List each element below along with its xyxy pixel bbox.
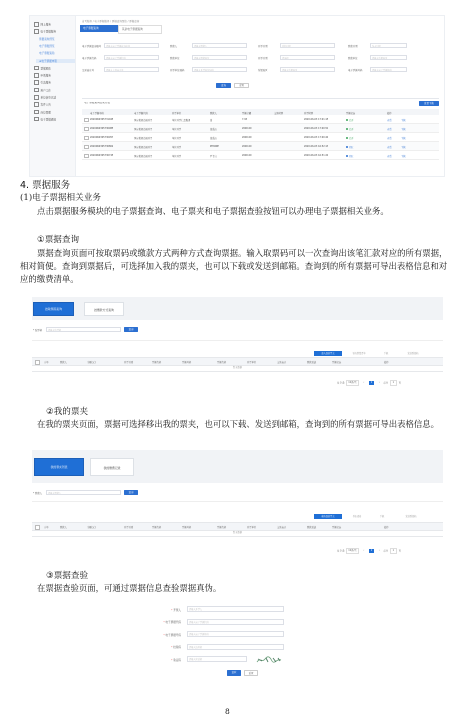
item3-title: ③票据查验 xyxy=(46,571,89,581)
download-tab[interactable]: 下载 xyxy=(383,352,389,355)
next-page-icon[interactable]: › xyxy=(378,549,380,552)
status-badge: 已开 xyxy=(346,118,354,122)
required-mark: * xyxy=(171,658,174,662)
status-badge: 冲红 xyxy=(346,145,354,149)
goto-page-input[interactable]: 1 xyxy=(390,380,397,386)
column-header: 序号 xyxy=(44,361,49,364)
form-field-label: 开票日期 xyxy=(258,45,268,48)
tab-query-by-code[interactable]: 按取票码查询 xyxy=(33,302,74,316)
column-header: 电子票据代码 xyxy=(134,111,148,115)
menu-icon xyxy=(34,73,39,78)
sidebar-item[interactable] xyxy=(34,29,56,33)
no-data-text: 暂无数据 xyxy=(32,364,443,372)
column-header: 序号 xyxy=(44,526,49,529)
total-count: 共 0 条 xyxy=(337,381,345,385)
download-link[interactable]: 下载 xyxy=(401,127,406,131)
form-field-label: 缴款单位 xyxy=(348,57,358,60)
folder-tab-bar xyxy=(32,450,443,483)
sidebar-item[interactable] xyxy=(34,73,51,77)
row-checkbox[interactable] xyxy=(84,136,89,141)
page-size-select[interactable]: 10条/页 xyxy=(348,549,357,552)
remove-from-folder-tab[interactable]: 移出我的票夹 xyxy=(314,514,342,519)
table-row xyxy=(82,151,439,160)
table-cell: 2020-06-03 17:01:15 xyxy=(304,117,329,121)
field-label-text: 电子票据号码 xyxy=(165,633,181,637)
form-field-label: 电子票据代码 xyxy=(82,57,97,60)
column-header: 票据状态 xyxy=(332,526,342,529)
status-badge: 已开 xyxy=(346,127,354,131)
column-header: 开票时间 xyxy=(304,111,314,115)
table-cell: 2020060305730745 xyxy=(90,153,114,157)
sidebar-item[interactable] xyxy=(36,59,75,63)
table-cell: 2020060305730957 xyxy=(90,135,114,139)
list-title: 电子票据查询结果列表 xyxy=(84,102,110,104)
sidebar-item-label: 申领服务 xyxy=(40,74,51,78)
field-label: * 取票码 xyxy=(33,329,43,332)
search-button[interactable]: 查询 xyxy=(124,327,138,333)
column-header: 交易流水 xyxy=(277,526,287,529)
field-label xyxy=(145,658,181,662)
status-badge: 已开 xyxy=(346,136,354,140)
verify-input[interactable]: 请输入电子票据代码 xyxy=(187,619,284,625)
sidebar-item-label: 电子票据服务 xyxy=(40,30,57,34)
verify-input[interactable]: 请输入电子票据号码 xyxy=(187,631,284,637)
tab-other-ebill-query[interactable]: 其余电子票据查询 xyxy=(118,25,162,34)
export-table-tab[interactable]: 导出表格 xyxy=(352,515,362,518)
form-field-input[interactable]: 请输入缴款单位 xyxy=(192,55,247,60)
table-row xyxy=(82,133,439,142)
column-header: 开票日期 xyxy=(124,526,134,529)
prev-page-icon[interactable]: ‹ xyxy=(363,549,365,552)
page-unit-label: 页 xyxy=(398,381,401,385)
current-page[interactable]: 1 xyxy=(370,549,373,552)
row-checkbox[interactable] xyxy=(84,145,89,150)
column-header: 操作 xyxy=(387,111,392,115)
form-field-input[interactable]: 请输入开票单位编码 xyxy=(192,67,247,72)
tab-my-folder-list[interactable]: 我的票夹列表 xyxy=(34,458,84,476)
column-header: 票据代码 xyxy=(217,361,227,364)
view-link[interactable]: 查看 xyxy=(387,145,392,149)
table-cell: 国家税务总局开票 xyxy=(134,136,153,140)
row-checkbox[interactable] xyxy=(84,154,89,159)
table-cell: 单位开票信息服务 xyxy=(172,118,191,122)
table-row xyxy=(82,124,439,133)
column-header: 交易时间 xyxy=(274,111,284,115)
table-cell: 国家税务总局开票 xyxy=(134,154,153,158)
ticket-code-input[interactable]: 请输入取票码 xyxy=(46,327,121,333)
menu-icon xyxy=(34,22,39,27)
pagination xyxy=(337,380,401,385)
form-field-input[interactable]: 请输入交易流水号 xyxy=(104,67,159,72)
form-field-input[interactable]: 请输入所属地区 xyxy=(370,55,407,60)
table-cell: 2000.00 xyxy=(242,135,252,139)
table-cell: 国家税务总局开票 xyxy=(134,118,153,122)
column-header: 开票单位 xyxy=(247,526,257,529)
row-checkbox[interactable] xyxy=(84,118,89,123)
table-cell: 单位开票 xyxy=(172,145,182,149)
column-header: 票据状态 xyxy=(346,111,356,115)
payer-input[interactable]: 请输入缴款人 xyxy=(46,490,121,496)
tab-my-payment-records[interactable]: 我的缴费记录 xyxy=(90,458,134,476)
screenshot-ebill-query-admin xyxy=(29,15,445,177)
sidebar-item-label: 票据载体 xyxy=(40,67,51,71)
table-cell: 张高山 xyxy=(210,127,217,131)
field-label-text: 开票人 xyxy=(173,608,181,612)
form-field-label: 开票单位编码 xyxy=(170,69,185,72)
screenshot-my-folder xyxy=(32,450,443,557)
no-data-text: 暂无数据 xyxy=(32,529,443,537)
table-cell: 2000.00 xyxy=(242,153,252,157)
required-mark: * xyxy=(163,621,166,624)
menu-icon xyxy=(34,102,39,107)
sidebar xyxy=(30,16,76,176)
goto-label: 前往 xyxy=(383,381,389,385)
search-button[interactable]: 查询 xyxy=(124,490,138,496)
verify-input[interactable]: 请输入验证码 xyxy=(187,656,247,662)
form-field-input[interactable]: 开始日期 xyxy=(280,43,335,48)
action-tabs xyxy=(314,514,443,519)
divider xyxy=(82,98,439,99)
column-header: 电子票据号码 xyxy=(90,111,104,115)
item1-title: ①票据查询 xyxy=(37,235,80,245)
query-form-row xyxy=(32,323,443,341)
sidebar-item-label: 岗位管理 xyxy=(40,110,51,114)
sidebar-item[interactable] xyxy=(34,95,56,99)
form-field-label: 缴款单位 xyxy=(170,57,180,60)
sidebar-item[interactable] xyxy=(34,66,51,70)
prev-page-icon[interactable]: ‹ xyxy=(363,381,365,384)
form-field-input[interactable]: 请输入电子票据查询编号 xyxy=(104,43,159,48)
column-header: 开票单位 xyxy=(172,111,182,115)
breadcrumb: 首页服务 / 电子票据服务 / 票据查询预览 / 票据查询 xyxy=(82,20,140,23)
table-cell: 张 xyxy=(210,118,213,122)
form-field-input[interactable]: 请输入缴款人 xyxy=(192,43,247,48)
form-field-input[interactable]: 请输入电子票据号码 xyxy=(370,67,407,72)
verify-button[interactable]: 查验 xyxy=(227,670,241,676)
table-cell: 2020060305731045 xyxy=(90,117,114,121)
field-label: * 缴款人 xyxy=(33,492,43,495)
download-link[interactable]: 下载 xyxy=(401,154,406,158)
column-header: 开票日期 xyxy=(124,361,134,364)
table-cell: 2000.00 xyxy=(242,126,252,130)
download-tab[interactable]: 下载 xyxy=(379,515,385,518)
field-label xyxy=(145,620,181,624)
goto-label: 前往 xyxy=(383,549,389,553)
verify-input[interactable]: 请输入开票人 xyxy=(187,606,284,612)
screenshot-bill-query xyxy=(32,297,443,387)
page-unit-label: 页 xyxy=(398,549,401,553)
menu-icon xyxy=(34,95,39,100)
sidebar-item-label: 电子票据查验 xyxy=(39,52,55,56)
column-header: 票据金额 xyxy=(242,111,252,115)
query-tab-bar xyxy=(32,297,443,320)
next-page-icon[interactable]: › xyxy=(378,381,380,384)
required-mark: * xyxy=(163,633,166,637)
search-button[interactable]: 查询 xyxy=(216,83,231,88)
column-header: 缴款人 xyxy=(60,526,67,529)
column-header: 开票单位 xyxy=(247,361,257,364)
required-mark: * xyxy=(171,646,174,649)
table-cell: 2020-06-03 16:52:13 xyxy=(304,144,329,148)
intro-paragraph: 点击票据服务模块的电子票据查询、电子票夹和电子票据查验按钮可以办理电子票据相关业务。 xyxy=(37,206,389,216)
field-label-text: 校验码 xyxy=(173,646,181,649)
page-number: 8 xyxy=(225,707,230,716)
form-field-label: 缴款人 xyxy=(170,45,178,48)
column-header: 票据代码 xyxy=(152,526,162,529)
table-cell: 单位开票 xyxy=(172,127,182,131)
sidebar-item[interactable] xyxy=(39,44,55,48)
form-field-label: 开票日期 xyxy=(258,57,268,60)
tab-ebill-query[interactable]: 电子票据查询 xyxy=(80,25,120,32)
table-cell: 严书宜 xyxy=(210,154,217,158)
pagination xyxy=(337,548,401,553)
view-link[interactable]: 查看 xyxy=(387,154,392,158)
field-label xyxy=(145,608,181,612)
item3-paragraph: 在票据查验页面，可通过票据信息查验票据真伪。 xyxy=(37,583,222,593)
action-tabs xyxy=(314,351,443,356)
table-cell: 2020060305730802 xyxy=(90,144,114,148)
section-heading: 4. 票据服务 xyxy=(20,180,71,191)
sidebar-item[interactable] xyxy=(34,110,51,114)
captcha-image[interactable] xyxy=(255,650,283,660)
menu-icon xyxy=(34,88,39,93)
sidebar-item-label: ★电子票据申领 xyxy=(39,59,57,63)
form-field-label: 所属地区 xyxy=(258,69,268,72)
sidebar-item[interactable] xyxy=(34,22,51,26)
tab-query-by-payment[interactable]: 按缴款方式查询 xyxy=(84,302,124,316)
field-label-text: 验证码 xyxy=(173,658,181,662)
form-field-input[interactable]: 请选择 xyxy=(280,55,335,60)
sidebar-item-label: 网上服务 xyxy=(40,23,51,27)
table-cell: 单位开票 xyxy=(172,154,182,158)
menu-icon xyxy=(34,80,39,85)
status-badge: 冲红 xyxy=(346,154,354,158)
column-header: 票据代码 xyxy=(152,361,162,364)
table-cell: 国家税务总局开票 xyxy=(134,145,153,149)
required-mark: * xyxy=(171,608,174,612)
column-header: 操作 xyxy=(384,361,389,364)
sidebar-item[interactable] xyxy=(34,102,51,106)
batch-download-button[interactable]: 批量下载 xyxy=(419,101,439,106)
menu-icon xyxy=(34,29,39,34)
field-label xyxy=(145,633,181,637)
column-header: 金额(元) xyxy=(87,526,96,529)
view-link[interactable]: 查看 xyxy=(387,118,392,122)
column-header: 缴款渠道 xyxy=(307,526,317,529)
column-header: 票据号码 xyxy=(182,526,192,529)
folder-form-row xyxy=(32,486,443,502)
column-header: 操作 xyxy=(384,526,389,529)
field-label-text: 电子票据代码 xyxy=(165,621,181,624)
form-field-input[interactable]: 结束日期 xyxy=(370,43,407,48)
download-link[interactable]: 下载 xyxy=(401,136,406,140)
table-cell: 2020-06-03 17:00:40 xyxy=(304,135,329,139)
table-cell: 2020060305730985 xyxy=(90,126,114,130)
item2-title: ②我的票夹 xyxy=(46,407,89,417)
goto-page-input[interactable]: 1 xyxy=(390,548,397,554)
send-email-tab[interactable]: 发送到邮箱 xyxy=(407,352,419,355)
item2-paragraph: 在我的票夹页面，票据可选择移出我的票夹，也可以下载、发送到邮箱，查询到的所有票据可导出表格信息。 xyxy=(37,419,439,429)
column-header: 交易流水 xyxy=(277,361,287,364)
current-page[interactable]: 1 xyxy=(370,381,373,384)
sidebar-item[interactable] xyxy=(34,80,51,84)
menu-icon xyxy=(34,110,39,115)
column-header: 票据状态 xyxy=(332,361,342,364)
column-header: 缴款渠道 xyxy=(307,361,317,364)
sidebar-item-label: 电子票据通知 xyxy=(40,118,57,122)
field-label xyxy=(145,645,181,649)
column-header: 缴款人 xyxy=(210,111,217,115)
column-header: 票据号码 xyxy=(182,361,192,364)
sidebar-item-label: 发件公告 xyxy=(40,103,51,107)
view-link[interactable]: 查看 xyxy=(387,127,392,131)
menu-icon xyxy=(34,117,39,122)
row-checkbox[interactable] xyxy=(84,127,89,132)
export-list-tab[interactable]: 导出缴费清单 xyxy=(352,352,366,355)
form-field-label: 交易流水号 xyxy=(82,69,94,72)
sidebar-item-label: 票据查询预览 xyxy=(39,37,55,41)
table-cell: 单位开票 xyxy=(172,136,182,140)
sidebar-item-label: 引流服务 xyxy=(40,81,51,85)
sidebar-item-label: 用户工作 xyxy=(40,88,51,92)
table-cell: 国家税务总局开票 xyxy=(134,127,153,131)
sidebar-item[interactable] xyxy=(34,117,56,121)
sidebar-item-label: 电子票据预览 xyxy=(39,44,55,48)
table-cell: 张高山 xyxy=(210,136,217,140)
table-cell: 2020-06-03 17:00:51 xyxy=(304,126,329,130)
download-link[interactable]: 下载 xyxy=(401,118,406,122)
page-size-select[interactable]: 10条/页 xyxy=(348,381,357,384)
menu-icon xyxy=(34,66,39,71)
total-count: 共 0 条 xyxy=(337,549,345,553)
screenshot-bill-verify xyxy=(145,598,315,686)
verify-input[interactable]: 请输入校验码 xyxy=(187,644,284,650)
form-field-label: 电子票据查询编号 xyxy=(82,45,102,48)
table-row xyxy=(82,142,439,151)
column-header: 金额(元) xyxy=(87,361,96,364)
form-field-input[interactable]: 请输入所属地区 xyxy=(280,67,335,72)
reset-button[interactable]: 重置 xyxy=(234,83,249,88)
table-cell: 2020-06-03 16:51:20 xyxy=(304,153,329,157)
section-subheading: (1)电子票据相关业务 xyxy=(20,193,101,203)
item1-paragraph: 票据查询页面可按取票码或缴款方式两种方式查询票据。输入取票码可以一次查询出该笔汇款对应的所有票据，相对简便。查询到票据后，可选择加入我的票夹，也可以下载或发送到邮箱。查询到的所有票据可导出表格信息和对应的缴费清单。 xyxy=(20,248,448,284)
sidebar-item-label: 单位信息过滤 xyxy=(40,96,57,100)
sidebar-item[interactable] xyxy=(34,88,51,92)
sidebar-item[interactable] xyxy=(39,37,55,41)
form-field-input[interactable]: 请输入电子票据代码 xyxy=(104,55,159,60)
table-cell: 7.93 xyxy=(242,117,248,121)
download-link[interactable]: 下载 xyxy=(401,145,406,149)
table-row xyxy=(82,115,439,124)
send-email-tab[interactable]: 发送到邮箱 xyxy=(405,515,417,518)
column-header: 票据代码 xyxy=(217,526,227,529)
column-header: 缴款人 xyxy=(60,361,67,364)
table-cell: 2000.00 xyxy=(242,144,252,148)
form-field-label: 电子票据号码 xyxy=(348,69,363,72)
add-to-folder-tab[interactable]: 加入我的票夹 xyxy=(314,351,342,356)
sidebar-item[interactable] xyxy=(39,51,55,55)
reset-button[interactable]: 重置 xyxy=(244,670,258,676)
form-field-label: 缴款日期 xyxy=(348,45,358,48)
view-link[interactable]: 查看 xyxy=(387,136,392,140)
table-cell: IPHONE xyxy=(210,144,219,148)
